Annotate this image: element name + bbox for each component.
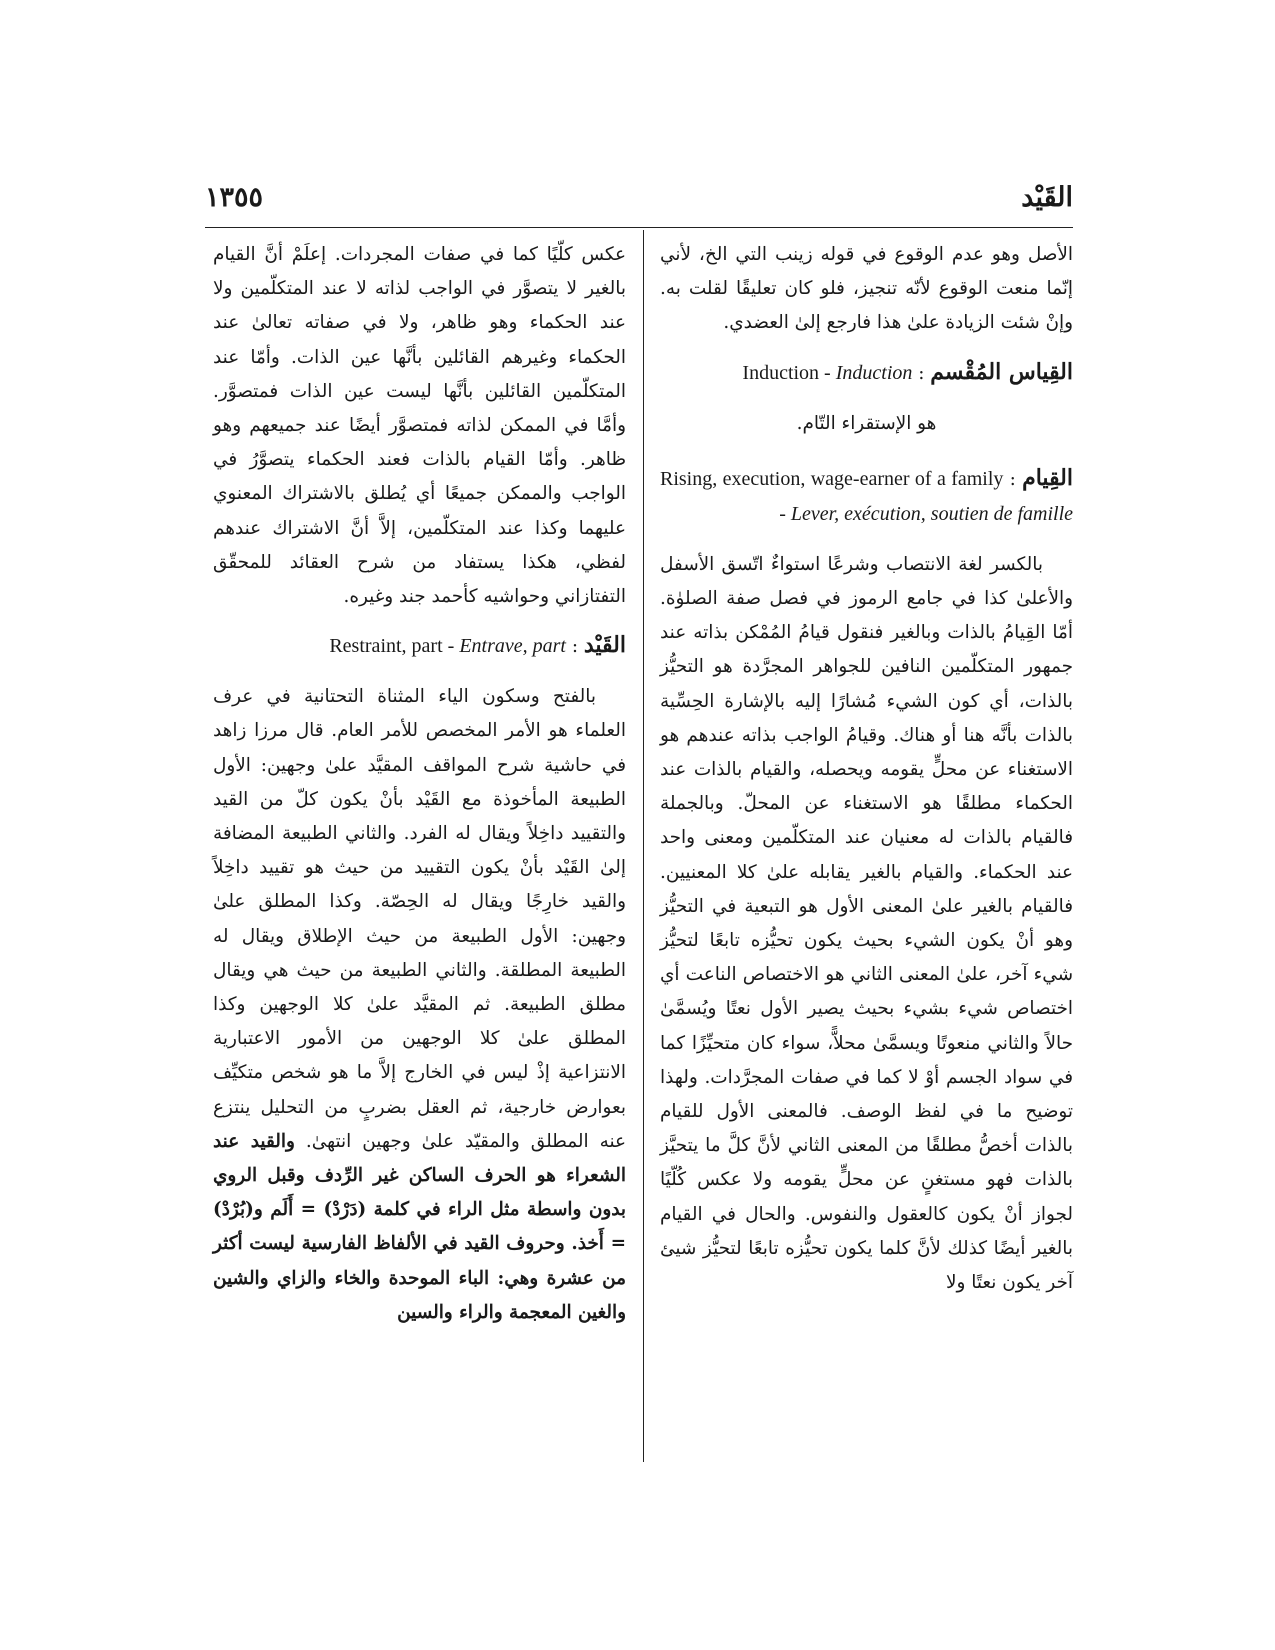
entry-qiyas-muqsam (660, 355, 1073, 391)
continuation-text: الأصل وهو عدم الوقوع في قوله زينب التي الخ، لأني إنّما منعت الوقوع لأنّه تنجيز، فلو كان تعليقًا لقلت به. وإنْ شئت الزيادة علىٰ هذا فارجع إلىٰ العضدي. (660, 244, 1073, 334)
entry-body-text: بالفتح وسكون الياء المثناة التحتانية في عرف العلماء هو الأمر المخصص للأمر العام. قال مرزا زاهد في حاشية شرح المواقف المقيَّد علىٰ وجهين: الأول الطبيعة المأخوذة مع القَيْد بأنْ يكون كلّ من القيد والتقييد داخِلاً ويقال له الفرد. والثاني الطبيعة المضافة إلىٰ القَيْد بأنْ يكون التقييد من حيث هو تقييد داخِلاً والقيد خارِجًا ويقال له الحِصّة. وكذا المطلق علىٰ وجهين: الأول الطبيعة من حيث الإطلاق ويقال له الطبيعة المطلقة. والثاني الطبيعة من حيث هي ويقال مطلق الطبيعة. ثم المقيَّد علىٰ كلا الوجهين وكذا المطلق علىٰ كلا الوجهين من الأمور الاعتبارية الانتزاعية إذْ ليس في الخارج إلاَّ ما هو شخص متكيِّف بعوارض خارجية، ثم العقل بضربٍ من التحليل ينتزع عنه المطلق والمقيّد علىٰ وجهين انتهىٰ. (213, 686, 626, 1152)
french-gloss: Lever, exécution, soutien de famille (790, 502, 1073, 525)
entry-term: القِياس المُقْسم (930, 358, 1073, 385)
french-gloss: Entrave, part (459, 635, 566, 658)
entry-qayd (213, 628, 626, 664)
english-gloss: Restraint, part - (329, 635, 460, 658)
entry-translation (329, 635, 566, 657)
entry-separator: : (1003, 468, 1023, 490)
page-header (205, 182, 1073, 222)
entry-body (213, 680, 626, 1330)
right-column (660, 238, 1073, 1300)
entry-translation (742, 362, 912, 384)
entry-definition: هو الإستقراء التّام. (796, 412, 937, 434)
french-gloss: Induction (835, 361, 913, 384)
continuation-text: عكس كلّيًا كما في صفات المجردات. إعلَمْ أنَّ القيام بالغير لا يتصوَّر في الواجب لذاته لا عند المتكلّمين ولا عند الحكماء وهو ظاهر، ولا في صفاته تعالىٰ عند الحكماء وغيرهم القائلين بأنَّها عين الذات. وأمّا عند المتكلّمين القائلين بأنَّها ليست عين الذات فمتصوَّر. وأمَّا في الممكن لذاته فمتصوَّر أيضًا عند جميعهم وهو ظاهر. وأمّا القيام بالذات فعند الحكماء يتصوَّرُ في الواجب والممكن جميعًا أي يُطلق بالاشتراك المعنوي عليهما وكذا عند المتكلّمين، إلاَّ أنَّ الاشتراك عندهم لفظي، هكذا يستفاد من شرح العقائد للمحقّق التفتازاني وحواشيه كأحمد جند وغيره. (213, 244, 626, 608)
header-rule (205, 227, 1073, 228)
entry-separator: : (912, 362, 931, 384)
entry-term: القَيْد (583, 632, 626, 659)
entry-term: القِيام (1022, 464, 1073, 491)
english-gloss: Induction - (742, 361, 836, 384)
left-column (213, 238, 626, 1330)
entry-separator: : (565, 636, 584, 658)
entry-body-bold: والقيد عند الشعراء هو الحرف الساكن غير الرِّدف وقبل الروي بدون واسطة مثل الراء في كلمة (دَرْدْ) = أَلَم و(بُرْدْ) = أَخذ. وحروف القيد في الألفاظ الفارسية ليست أكثر من عشرة وهي: الباء الموحدة والخاء والزاي والشين والغين المعجمة والراء والسين (213, 1130, 626, 1323)
running-head: القَيْد (1021, 182, 1073, 213)
entry-qiyam (660, 461, 1073, 532)
page-number: ١٣٥٥ (205, 182, 264, 213)
english-gloss: Rising, execution, wage-earner of a family - (660, 467, 1004, 525)
column-divider (643, 230, 644, 1462)
entry-body: بالكسر لغة الانتصاب وشرعًا استواءٌ اتّسق الأسفل والأعلىٰ كذا في جامع الرموز في فصل صفة الصلوٰة. أمّا القِيامُ بالذات وبالغير فنقول قيامُ المُمْكن بذاته عند جمهور المتكلّمين النافين للجواهر المجرَّدة هو التحيُّز بالذات، أي كون الشيء مُشارًا إليه بالإشارة الحِسِّية بالذات بأنَّه هنا أو هناك. وقيامُ الواجب بذاته عندهم هو الاستغناء عن محلٍّ يقومه ويحصله، والقيام بالذات عند الحكماء مطلقًا هو الاستغناء عن المحلّ. وبالجملة فالقيام بالذات له معنيان عند المتكلّمين ومعنى واحد عند الحكماء. والقيام بالغير يقابله علىٰ كلا المعنيين. فالقيام بالغير علىٰ المعنى الأول هو التبعية في التحيُّز وهو أنْ يكون الشيء بحيث يكون تحيُّزه تابعًا لتحيُّز شيء آخر، علىٰ المعنى الثاني هو الاختصاص الناعت أي اختصاص شيء بشيء بحيث يصير الأول نعتًا ويُسمَّىٰ حالاً والثاني منعوتًا ويسمَّىٰ محلاًّ، سواء كان متحيِّزًا كما في سواد الجسم أوْ لا كما في صفات المجرَّدات. ولهذا توضيح ما في لفظ الوصف. فالمعنى الأول للقيام بالذات أخصُّ مطلقًا من المعنى الثاني لأنَّ كلَّ ما يتحيَّز بالذات فهو مستغنٍ عن محلٍّ يقومه ولا عكس كُلّيًا لجواز أنْ يكون كالعقول والنفوس. والحال في القيام بالغير أيضًا كذلك لأنَّ كلما يكون تحيُّزه تابعًا لتحيُّز شيئ آخر يكون نعتًا ولا (660, 553, 1073, 1294)
